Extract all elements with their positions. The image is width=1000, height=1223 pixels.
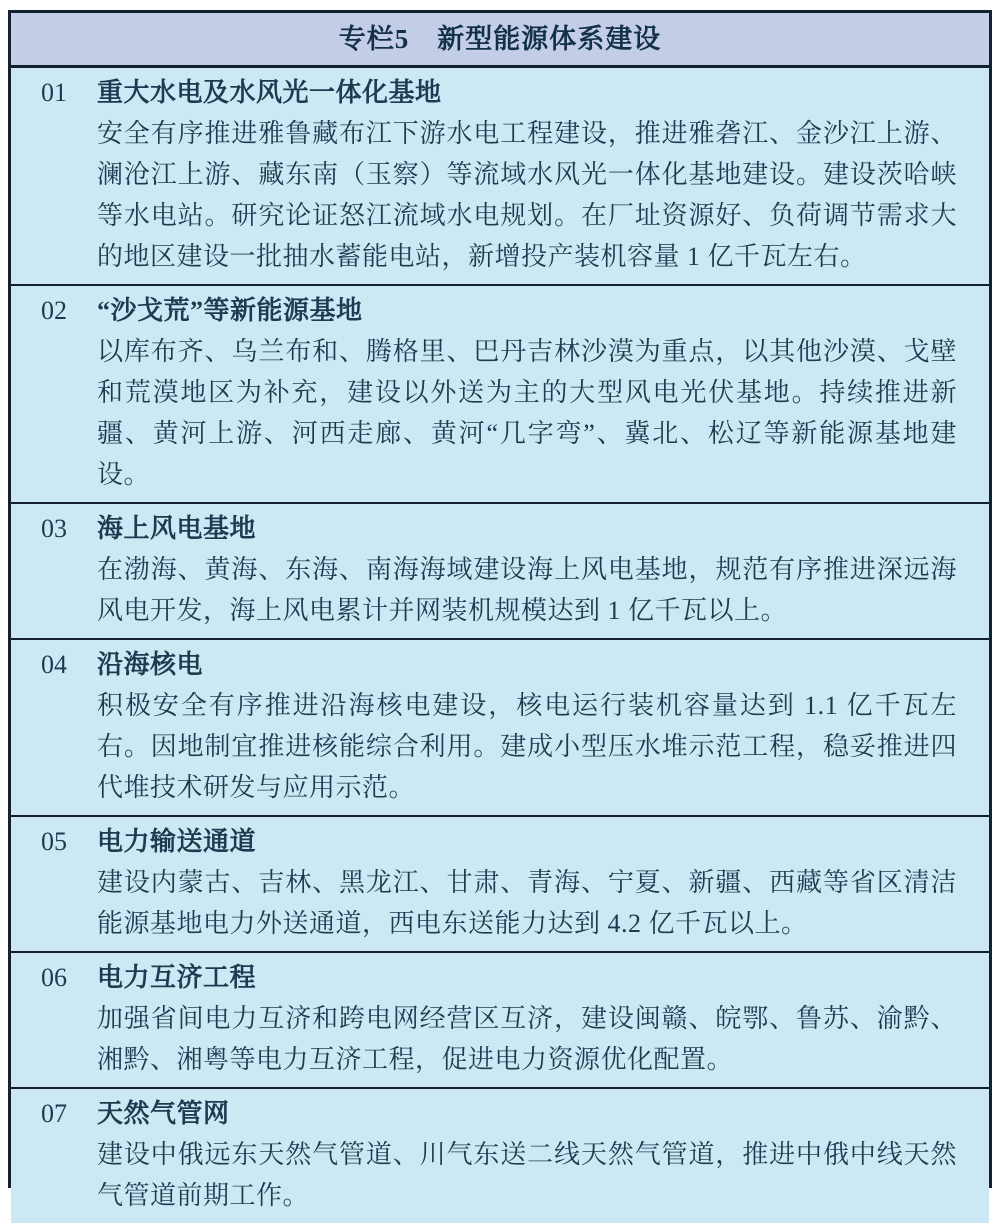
section-title: 重大水电及水风光一体化基地	[97, 78, 442, 107]
section-heading	[41, 508, 957, 549]
section-title: “沙戈荒”等新能源基地	[97, 296, 363, 325]
section-body: 加强省间电力互济和跨电网经营区互济，建设闽赣、皖鄂、鲁苏、渝黔、湘黔、湘粤等电力互济工程，促进电力资源优化配置。	[97, 1004, 957, 1074]
section-body: 以库布齐、乌兰布和、腾格里、巴丹吉林沙漠为重点，以其他沙漠、戈壁和荒漠地区为补充，建设以外送为主的大型风电光伏基地。持续推进新疆、黄河上游、河西走廊、黄河“几字弯”、冀北、松辽等新能源基地建设。	[97, 337, 957, 489]
section-title: 海上风电基地	[97, 514, 257, 543]
section-number: 04	[41, 650, 67, 679]
section-heading	[41, 72, 957, 113]
section-body: 在渤海、黄海、东海、南海海域建设海上风电基地，规范有序推进深远海风电开发，海上风电累计并网装机规模达到 1 亿千瓦以上。	[97, 555, 957, 625]
section-number: 01	[41, 78, 67, 107]
section-body: 积极安全有序推进沿海核电建设，核电运行装机容量达到 1.1 亿千瓦左右。因地制宜推进核能综合利用。建成小型压水堆示范工程，稳妥推进四代堆技术研发与应用示范。	[97, 691, 957, 802]
section-body: 安全有序推进雅鲁藏布江下游水电工程建设，推进雅砻江、金沙江上游、澜沧江上游、藏东南（玉察）等流域水风光一体化基地建设。建设茨哈峡等水电站。研究论证怒江流域水电规划。在厂址资源好、负荷调节需求大的地区建设一批抽水蓄能电站，新增投产装机容量 1 亿千瓦左右。	[97, 119, 957, 271]
section-number: 07	[41, 1099, 67, 1128]
section-list	[11, 65, 989, 1223]
section-heading	[41, 821, 957, 862]
section-number: 05	[41, 827, 67, 856]
section-offshore-wind	[11, 502, 989, 638]
section-number: 02	[41, 296, 67, 325]
panel-title: 专栏5 新型能源体系建设	[11, 13, 989, 65]
section-body: 建设内蒙古、吉林、黑龙江、甘肃、青海、宁夏、新疆、西藏等省区清洁能源基地电力外送通道，西电东送能力达到 4.2 亿千瓦以上。	[97, 868, 957, 938]
section-title: 天然气管网	[97, 1099, 230, 1128]
section-number: 06	[41, 963, 67, 992]
section-heading	[41, 957, 957, 998]
section-body: 建设中俄远东天然气管道、川气东送二线天然气管道，推进中俄中线天然气管道前期工作。	[97, 1140, 957, 1210]
energy-system-panel	[8, 10, 992, 1210]
section-title: 电力互济工程	[97, 963, 257, 992]
section-hydropower	[11, 65, 989, 284]
section-coastal-nuclear	[11, 638, 989, 815]
section-number: 03	[41, 514, 67, 543]
section-gas-pipeline	[11, 1087, 989, 1223]
section-heading	[41, 1093, 957, 1134]
section-title: 电力输送通道	[97, 827, 257, 856]
section-heading	[41, 290, 957, 331]
section-desert-renewables	[11, 284, 989, 502]
section-grid-interconnection	[11, 951, 989, 1087]
section-title: 沿海核电	[97, 650, 204, 679]
section-heading	[41, 644, 957, 685]
section-power-transmission	[11, 815, 989, 951]
